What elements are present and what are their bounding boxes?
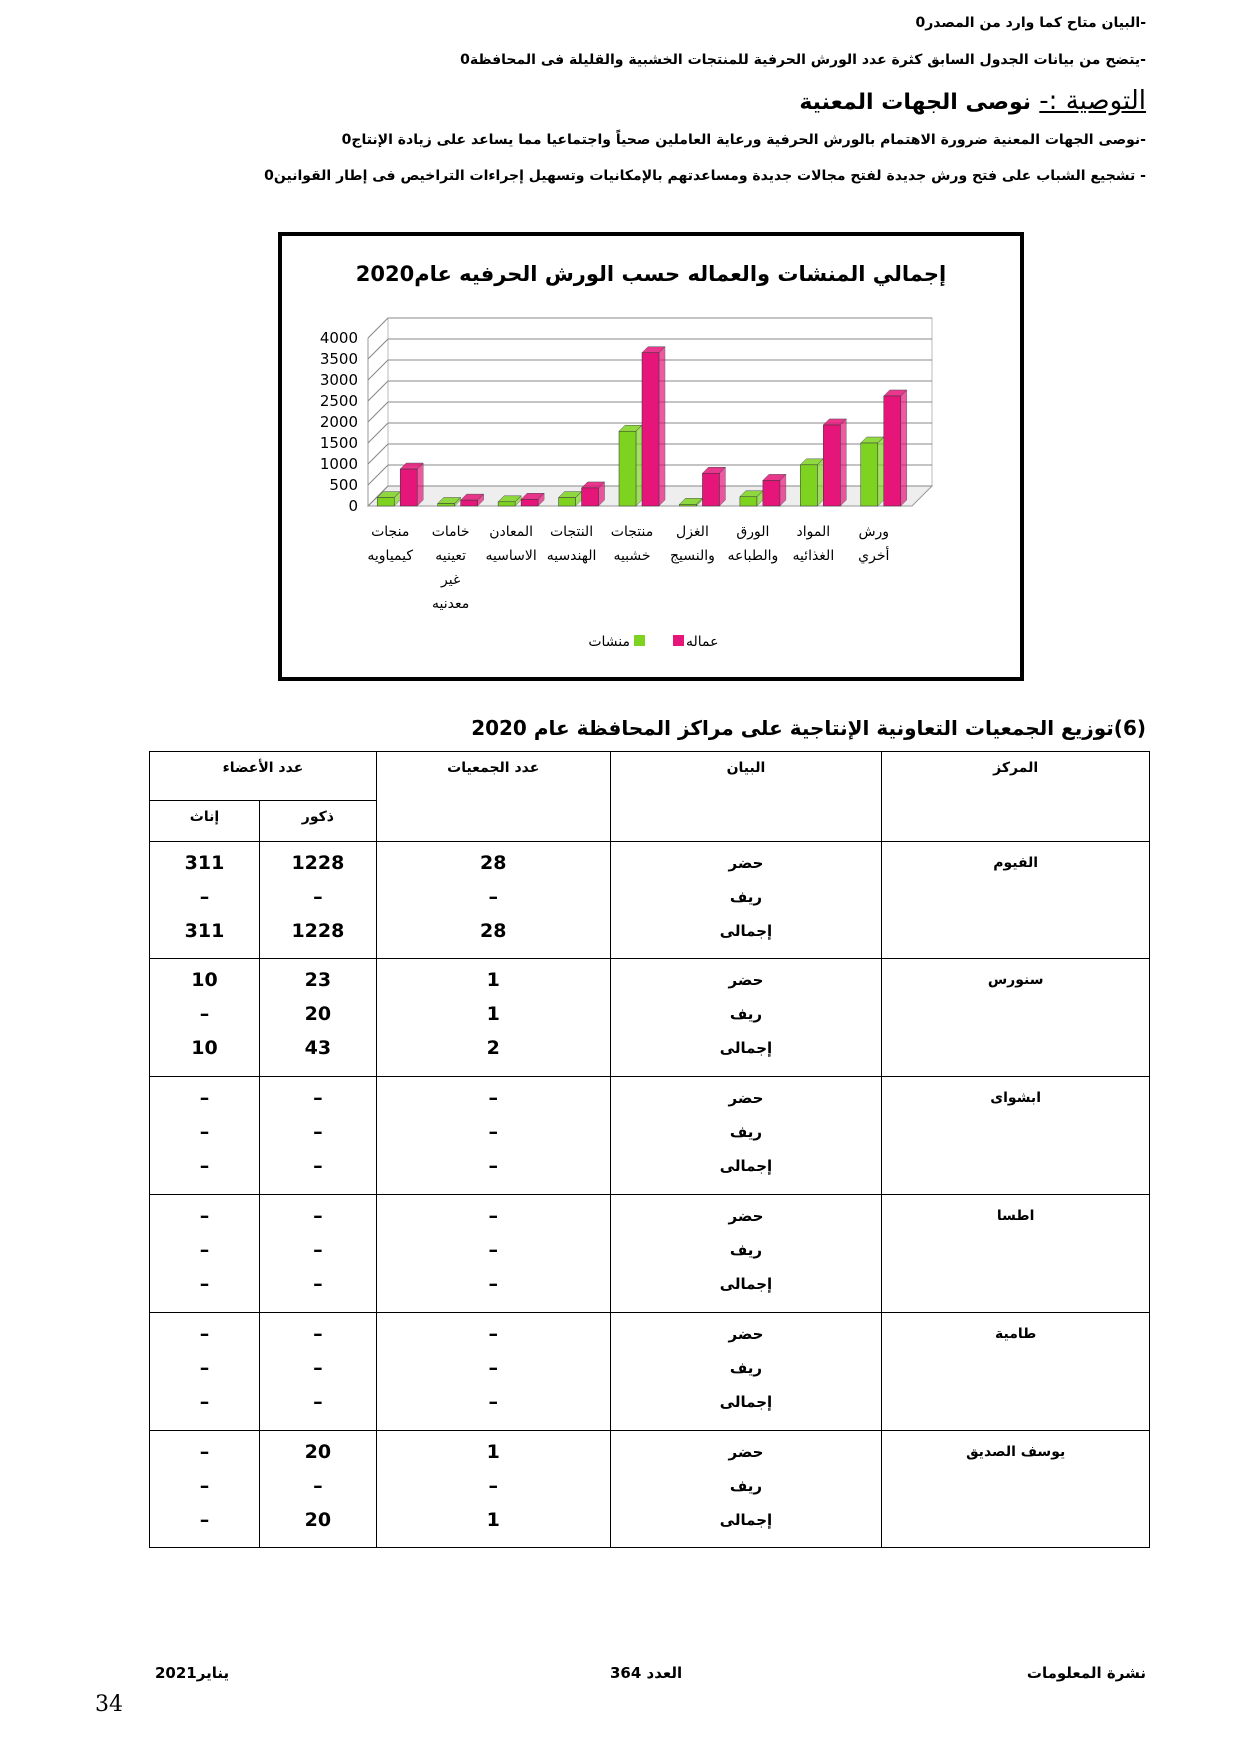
gridline-depth	[368, 360, 388, 380]
females-value: –	[199, 1441, 210, 1463]
y-tick-label: 2500	[319, 392, 358, 410]
y-tick-label: 2000	[319, 413, 358, 431]
center-cell	[882, 959, 1150, 1077]
males-value: –	[313, 1475, 323, 1497]
row-label: حضر	[728, 854, 764, 872]
societies-value: 28	[480, 920, 507, 942]
bar-side	[817, 459, 823, 506]
females-cell	[150, 842, 260, 959]
bar	[702, 473, 719, 506]
row-label: حضر	[728, 1325, 764, 1343]
legend-swatch-workers	[673, 635, 684, 646]
bar	[740, 497, 757, 506]
males-cell	[259, 1195, 376, 1313]
legend-label-establishments: منشات	[588, 634, 630, 650]
legend-label-workers: عماله	[686, 634, 719, 650]
bar-side	[659, 347, 665, 506]
center-name: طامية	[994, 1326, 1037, 1342]
category-label: كيمياويه	[367, 548, 414, 564]
footer-issue: العدد 364	[610, 1664, 683, 1682]
societies-value: –	[488, 1391, 498, 1413]
recommendation-line-1: -نوصى الجهات المعنية ضرورة الاهتمام بالورش الحرفية ورعاية العاملين صحياً واجتماعيا مما يساعد على زيادة الإنتاج0	[341, 132, 1146, 148]
societies-value: 1	[486, 1509, 500, 1531]
center-cell	[882, 1313, 1150, 1431]
header-members: عدد الأعضاء	[150, 752, 377, 801]
footer-publication: نشرة المعلومات	[1026, 1664, 1146, 1682]
table-row	[150, 1431, 1150, 1548]
females-value: –	[199, 1003, 210, 1025]
y-tick-label: 1500	[319, 434, 358, 452]
cooperatives-table	[149, 751, 1150, 1548]
row-label: إجمالى	[719, 1039, 773, 1057]
center-name: يوسف الصديق	[966, 1444, 1066, 1460]
center-name: اطسا	[996, 1208, 1035, 1224]
males-cell	[259, 959, 376, 1077]
societies-cell	[376, 1431, 610, 1548]
societies-value: 2	[486, 1037, 500, 1059]
bar-side	[878, 437, 884, 506]
row-label: حضر	[728, 1089, 764, 1107]
recommendation-heading	[799, 86, 1146, 116]
gridline-depth	[368, 381, 388, 401]
header-females: إناث	[150, 801, 260, 842]
bar	[559, 498, 576, 506]
males-cell	[259, 1431, 376, 1548]
statement-cell	[610, 959, 882, 1077]
category-label: خشبيه	[613, 548, 651, 564]
table-row	[150, 1077, 1150, 1195]
societies-value: 1	[486, 1003, 500, 1025]
y-tick-label: 3000	[319, 371, 358, 389]
gridline-depth	[368, 444, 388, 464]
bar	[521, 499, 538, 506]
males-value: –	[313, 1205, 323, 1227]
bar-side	[840, 419, 846, 506]
row-label: ريف	[729, 1241, 763, 1259]
gridline-depth	[368, 465, 388, 485]
females-value: –	[199, 1155, 210, 1177]
table-row	[150, 842, 1150, 959]
females-cell	[150, 1077, 260, 1195]
statement-cell	[610, 1431, 882, 1548]
males-value: –	[313, 1121, 323, 1143]
category-label: معدنيه	[432, 596, 470, 612]
males-value: –	[313, 1087, 323, 1109]
gridline-depth	[368, 423, 388, 443]
chart-title: إجمالي المنشات والعماله حسب الورش الحرفيه عام2020	[355, 262, 947, 286]
category-label: الغزل	[676, 524, 709, 540]
males-value: 43	[304, 1037, 332, 1059]
societies-value: –	[488, 1205, 498, 1227]
category-label: المواد	[796, 524, 831, 540]
y-tick-label: 1000	[319, 455, 358, 473]
females-value: 10	[191, 969, 218, 991]
females-value: –	[199, 886, 210, 908]
category-label: النتجات	[550, 524, 594, 540]
females-value: –	[199, 1357, 210, 1379]
statement-cell	[610, 842, 882, 959]
bar	[400, 469, 417, 506]
societies-cell	[376, 1077, 610, 1195]
category-label: ورش	[858, 524, 890, 540]
societies-cell	[376, 1195, 610, 1313]
y-tick-label: 4000	[319, 329, 358, 347]
societies-value: 28	[480, 852, 507, 874]
row-label: إجمالى	[719, 922, 773, 940]
y-tick-label: 0	[348, 497, 358, 515]
females-cell	[150, 1431, 260, 1548]
bar	[679, 504, 696, 506]
center-name: الفيوم	[993, 855, 1039, 871]
males-value: 1228	[291, 920, 345, 942]
gridline-depth	[368, 402, 388, 422]
females-value: –	[199, 1273, 210, 1295]
footer-date: يناير2021	[155, 1664, 230, 1682]
societies-value: –	[488, 1239, 498, 1261]
row-label: إجمالى	[719, 1157, 773, 1175]
row-label: ريف	[729, 1123, 763, 1141]
males-value: –	[313, 1155, 323, 1177]
societies-value: –	[488, 886, 498, 908]
females-value: 10	[191, 1037, 218, 1059]
males-value: –	[313, 1357, 323, 1379]
row-label: حضر	[728, 1443, 764, 1461]
societies-cell	[376, 842, 610, 959]
females-value: –	[199, 1239, 210, 1261]
females-value: –	[199, 1323, 210, 1345]
bar	[461, 500, 478, 506]
females-value: 311	[184, 920, 225, 942]
table-header-row	[150, 752, 1150, 801]
males-cell	[259, 842, 376, 959]
category-label: الهندسيه	[546, 548, 597, 564]
table-row	[150, 959, 1150, 1077]
societies-value: –	[488, 1155, 498, 1177]
bar	[642, 353, 659, 506]
females-value: –	[199, 1391, 210, 1413]
note-line-1: -البيان متاح كما وارد من المصدر0	[915, 15, 1146, 31]
societies-cell	[376, 959, 610, 1077]
category-label: أخري	[858, 548, 890, 564]
bar	[582, 488, 599, 506]
recommendation-label: التوصية :-	[1039, 86, 1146, 116]
bar-side	[636, 425, 642, 506]
males-value: –	[313, 1391, 323, 1413]
category-label: الغذائيه	[792, 548, 835, 564]
bar	[377, 498, 394, 506]
center-cell	[882, 1077, 1150, 1195]
males-value: –	[313, 1323, 323, 1345]
males-value: –	[313, 1273, 323, 1295]
males-cell	[259, 1077, 376, 1195]
legend-swatch-establishments	[634, 635, 645, 646]
y-tick-label: 3500	[319, 350, 358, 368]
chart-frame	[278, 232, 1024, 681]
societies-value: –	[488, 1323, 498, 1345]
page-number: 34	[95, 1692, 123, 1717]
category-label: المعادن	[489, 524, 534, 540]
societies-value: –	[488, 1357, 498, 1379]
females-cell	[150, 1313, 260, 1431]
statement-cell	[610, 1313, 882, 1431]
bar	[884, 396, 901, 506]
statement-cell	[610, 1077, 882, 1195]
category-label: منجات	[371, 524, 410, 540]
gridline-depth	[368, 318, 388, 338]
females-value: –	[199, 1475, 210, 1497]
males-value: 20	[304, 1003, 332, 1025]
header-males: ذكور	[259, 801, 376, 842]
row-label: ريف	[729, 1359, 763, 1377]
center-cell	[882, 842, 1150, 959]
note-line-2: -يتضح من بيانات الجدول السابق كثرة عدد الورش الحرفية للمنتجات الخشبية والقليلة فى المحافظة0	[460, 52, 1146, 68]
males-value: 20	[304, 1441, 332, 1463]
row-label: ريف	[729, 1005, 763, 1023]
bar	[823, 425, 840, 506]
center-name: ابشواى	[990, 1090, 1041, 1106]
center-cell	[882, 1195, 1150, 1313]
males-cell	[259, 1313, 376, 1431]
category-label: منتجات	[610, 524, 654, 540]
males-value: 23	[304, 969, 332, 991]
societies-cell	[376, 1313, 610, 1431]
females-value: –	[199, 1205, 210, 1227]
females-value: 311	[184, 852, 225, 874]
bar	[800, 465, 817, 506]
bar-chart	[282, 236, 1020, 677]
category-label: الاساسيه	[485, 548, 537, 564]
bar	[498, 502, 515, 506]
category-label: تعينيه	[435, 548, 467, 564]
bar-side	[417, 463, 423, 506]
females-value: –	[199, 1509, 210, 1531]
row-label: حضر	[728, 971, 764, 989]
y-tick-label: 500	[329, 476, 358, 494]
center-name: سنورس	[987, 972, 1044, 988]
category-label: والنسيج	[669, 548, 715, 564]
societies-value: 1	[486, 1441, 500, 1463]
gridline-depth	[368, 339, 388, 359]
header-statement: البيان	[610, 752, 882, 842]
row-label: إجمالى	[719, 1275, 773, 1293]
males-value: –	[313, 886, 323, 908]
header-societies: عدد الجمعيات	[376, 752, 610, 842]
females-value: –	[199, 1087, 210, 1109]
center-cell	[882, 1431, 1150, 1548]
bar	[861, 443, 878, 506]
row-label: إجمالى	[719, 1393, 773, 1411]
bar-side	[901, 390, 907, 506]
recommendation-line-2: - تشجيع الشباب على فتح ورش جديدة لفتح مجالات جديدة ومساعدتهم بالإمكانيات وتسهيل إجراءات التراخيص فى إطار القوانين0	[264, 168, 1146, 184]
table-row	[150, 1313, 1150, 1431]
societies-value: 1	[486, 969, 500, 991]
males-value: 1228	[291, 852, 345, 874]
table-title: (6)توزيع الجمعيات التعاونية الإنتاجية على مراكز المحافظة عام 2020	[471, 716, 1146, 740]
societies-value: –	[488, 1273, 498, 1295]
societies-value: –	[488, 1475, 498, 1497]
societies-value: –	[488, 1087, 498, 1109]
males-value: –	[313, 1239, 323, 1261]
females-cell	[150, 1195, 260, 1313]
societies-value: –	[488, 1121, 498, 1143]
bar	[619, 431, 636, 506]
table-body	[150, 842, 1150, 1548]
row-label: ريف	[729, 1477, 763, 1495]
category-label: والطباعه	[727, 548, 779, 564]
header-center: المركز	[882, 752, 1150, 842]
recommendation-value: نوصى الجهات المعنية	[799, 90, 1032, 115]
category-label: الورق	[736, 524, 770, 540]
bar	[438, 503, 455, 506]
category-label: غير	[441, 572, 461, 588]
row-label: حضر	[728, 1207, 764, 1225]
females-value: –	[199, 1121, 210, 1143]
row-label: إجمالى	[719, 1511, 773, 1529]
category-label: خامات	[431, 524, 470, 540]
bar	[763, 480, 780, 506]
row-label: ريف	[729, 888, 763, 906]
females-cell	[150, 959, 260, 1077]
table-row	[150, 1195, 1150, 1313]
males-value: 20	[304, 1509, 332, 1531]
statement-cell	[610, 1195, 882, 1313]
bar-side	[719, 467, 725, 506]
